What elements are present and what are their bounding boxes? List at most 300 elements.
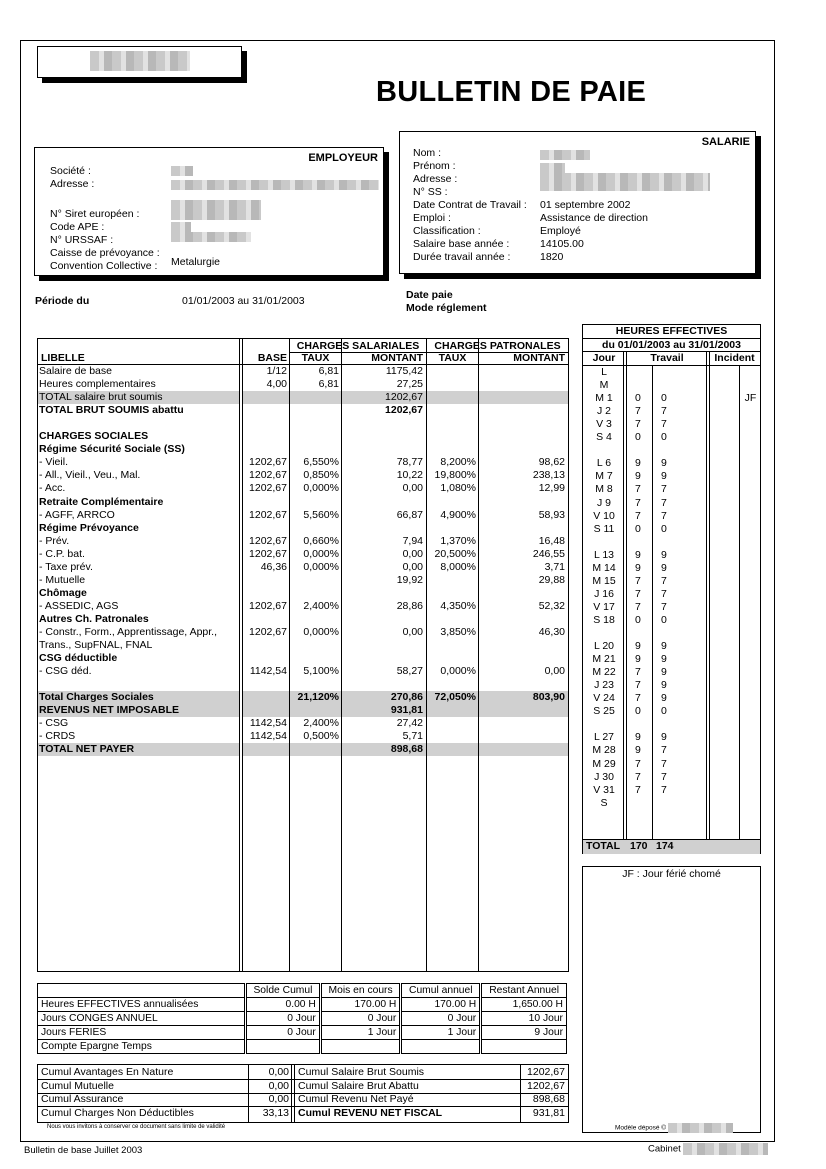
cell-libelle: Heures complementaires [39, 378, 156, 391]
cell-pmontant: 0,00 [544, 665, 565, 678]
cell-pmontant: 803,90 [532, 691, 565, 704]
cumul-row-label: Jours CONGES ANNUEL [38, 1012, 246, 1026]
legend-text: JF : Jour férié chomé [622, 868, 721, 880]
totals-row [38, 1093, 568, 1107]
cell-taux: 0,000% [303, 560, 339, 573]
hours-cell-jour: L 20 [593, 640, 615, 653]
hours-cell-jour: L [601, 366, 607, 378]
cumul-header-blank [38, 984, 246, 998]
totals-cell: 931,81 [532, 1106, 565, 1119]
cumul-cell [481, 1040, 567, 1054]
company-logo-redacted [90, 51, 190, 71]
employee-label: N° SS : [413, 186, 448, 198]
cumul-header-cell: Cumul annuel [401, 984, 481, 998]
hours-cell-jour: S 25 [593, 705, 615, 718]
pay-table-row [38, 600, 568, 613]
cell-libelle: - Mutuelle [39, 573, 86, 586]
cumul-row [38, 1012, 567, 1026]
hours-col-jour: Jour [592, 352, 616, 364]
row-shade [479, 704, 568, 717]
hours-row [583, 653, 760, 666]
hours-row [583, 510, 760, 523]
hours-cell-t2: 9 [661, 679, 667, 692]
hours-cell-t2: 9 [661, 457, 667, 470]
hours-cell-jour: J 16 [594, 587, 614, 600]
employee-value: 1820 [540, 251, 564, 263]
hours-cell-t1: 7 [635, 783, 641, 796]
hours-cell-jour: J 23 [594, 679, 614, 692]
footer-left: Bulletin de base Juillet 2003 [24, 1145, 143, 1156]
pay-table-row [38, 678, 568, 691]
cell-base: 1142,54 [249, 730, 287, 743]
cell-montant: 0,00 [402, 547, 423, 560]
hours-row [583, 718, 760, 731]
cell-libelle: TOTAL NET PAYER [39, 743, 135, 756]
hours-row [583, 771, 760, 784]
hours-row [583, 758, 760, 771]
group-header-patronales: CHARGES PATRONALES [427, 340, 568, 353]
hours-cell-t1: 7 [635, 574, 641, 587]
cell-libelle: - C.P. bat. [39, 547, 85, 560]
hours-total-row [583, 839, 760, 854]
hours-cell-t1: 9 [635, 548, 641, 561]
pay-table-row [38, 535, 568, 548]
cell-taux: 21,120% [297, 691, 339, 704]
employer-label: N° URSSAF : [50, 234, 114, 246]
hours-cell-t2: 0 [661, 613, 667, 626]
totals-cell: Cumul Salaire Brut Abattu [298, 1079, 419, 1092]
row-shade [290, 704, 341, 717]
hours-cell-t2: 9 [661, 653, 667, 666]
cell-base: 1202,67 [249, 547, 287, 560]
hours-cell-t2: 7 [661, 770, 667, 783]
hours-cell-jour: L 27 [593, 731, 615, 744]
pay-table-row [38, 730, 568, 743]
group-header-salariales: CHARGES SALARIALES [290, 340, 426, 353]
cell-libelle: - All., Vieil., Veu., Mal. [39, 469, 141, 482]
employer-heading: EMPLOYEUR [308, 152, 378, 164]
cell-libelle: Régime Prévoyance [39, 521, 139, 534]
cell-ptaux: 4,350% [440, 599, 476, 612]
totals-cell: Cumul Assurance [41, 1093, 124, 1106]
cell-montant: 270,86 [390, 691, 423, 704]
col-header-base: BASE [257, 352, 287, 364]
cell-pmontant: 246,55 [532, 547, 565, 560]
hours-cell-t1: 7 [635, 587, 641, 600]
employer-labels [50, 165, 160, 273]
pay-table-frame [37, 338, 569, 972]
cell-libelle: - CSG déd. [39, 665, 92, 678]
cell-taux: 0,500% [303, 730, 339, 743]
cell-libelle: Régime Sécurité Sociale (SS) [39, 443, 185, 456]
hours-row [583, 601, 760, 614]
cell-libelle: - ASSEDIC, AGS [39, 599, 119, 612]
hours-cell-jour: L 13 [593, 548, 615, 561]
totals-row [38, 1066, 568, 1080]
employer-redacted [171, 166, 193, 176]
hours-row [583, 731, 760, 744]
cell-libelle: - CRDS [39, 730, 76, 743]
hours-cell-t1: 9 [635, 744, 641, 757]
pay-table-row [38, 509, 568, 522]
totals-cell: 0,00 [268, 1079, 289, 1092]
cumul-table-frame [37, 983, 567, 1051]
hours-row [583, 457, 760, 470]
col-header-pmontant: MONTANT [513, 352, 565, 364]
employee-label: Classification : [413, 225, 481, 237]
hours-cell-t2: 7 [661, 744, 667, 757]
pay-table-row [38, 717, 568, 730]
employer-redacted [171, 180, 379, 190]
hours-cell-jour: V 24 [593, 692, 615, 705]
pay-table-row [38, 613, 568, 626]
cell-libelle: Total Charges Sociales [39, 691, 154, 704]
employee-value: 01 septembre 2002 [540, 199, 631, 211]
row-shade [479, 743, 568, 756]
cell-pmontant: 98,62 [538, 456, 565, 469]
hours-cell-t1: 7 [635, 496, 641, 509]
row-shade [243, 743, 289, 756]
pay-table-row [38, 417, 568, 430]
hours-col-incident: Incident [714, 352, 755, 364]
hours-cell-t2: 7 [661, 418, 667, 431]
cell-taux: 0,000% [303, 547, 339, 560]
cumul-row [38, 1040, 567, 1054]
cell-taux: 0,000% [303, 626, 339, 638]
hours-cell-jour: J 30 [594, 770, 614, 783]
cumul-cell: 1,650.00 H [481, 998, 567, 1012]
cell-pmontant: 29,88 [538, 573, 565, 586]
hours-cell-t2: 7 [661, 757, 667, 770]
hours-cell-t1: 9 [635, 731, 641, 744]
hours-cell-t2: 7 [661, 405, 667, 418]
legend-box [582, 866, 761, 1133]
hours-cell-t1: 0 [635, 431, 641, 444]
col-header-ptaux: TAUX [438, 352, 467, 364]
employee-box [399, 131, 756, 274]
totals-cell: 0,00 [268, 1066, 289, 1078]
hours-cell-t2: 0 [661, 392, 667, 405]
cumul-header-row [38, 984, 567, 998]
cell-montant: 898,68 [390, 743, 423, 756]
hours-cell-jour: M 1 [595, 392, 613, 405]
cell-montant: 931,81 [390, 704, 423, 717]
pay-table-row [38, 743, 568, 756]
hours-row [583, 392, 760, 405]
period-label: Période du [35, 295, 90, 307]
hours-cell-t1: 7 [635, 692, 641, 705]
hours-row [583, 627, 760, 640]
pay-table-row [38, 639, 568, 652]
employee-labels [413, 147, 527, 264]
totals-cell: Cumul Revenu Net Payé [298, 1093, 414, 1106]
cell-base: 1202,67 [249, 508, 287, 521]
hours-cell-t2: 0 [661, 705, 667, 718]
pay-table-row [38, 587, 568, 600]
hours-cell-jour: V 31 [593, 783, 615, 796]
row-shade [479, 391, 568, 404]
hours-row [583, 405, 760, 418]
hours-total-t1: 170 [630, 840, 648, 852]
hours-row [583, 640, 760, 653]
cell-base: 1202,67 [249, 469, 287, 482]
hours-cell-jour: M 8 [595, 483, 613, 496]
employer-label: Convention Collective : [50, 260, 158, 272]
hours-cell-jour: M 21 [592, 653, 616, 666]
pay-table-row [38, 469, 568, 482]
hours-cell-jour: S 11 [593, 522, 615, 535]
hours-row [583, 705, 760, 718]
cumul-cell: 170.00 H [401, 998, 481, 1012]
footer-right-redacted [683, 1143, 768, 1155]
hours-cell-t2: 9 [661, 548, 667, 561]
pay-table-row [38, 443, 568, 456]
cell-taux: 6,550% [303, 456, 339, 469]
cell-base: 1202,67 [249, 456, 287, 469]
model-label-text: Modèle déposé © [615, 1124, 667, 1132]
employee-value: Employé [540, 225, 581, 237]
cumul-table [37, 983, 567, 1054]
employer-box [34, 147, 384, 276]
employer-label: Société : [50, 165, 91, 177]
cell-base: 1142,54 [249, 665, 287, 678]
employee-label: Emploi : [413, 212, 451, 224]
cell-taux: 0,660% [303, 534, 339, 547]
pay-table-row [38, 665, 568, 678]
hours-cell-t1: 7 [635, 418, 641, 431]
hours-cell-t1: 7 [635, 405, 641, 418]
cumul-cell: 10 Jour [481, 1012, 567, 1026]
hours-row [583, 483, 760, 496]
cumul-header-cell: Restant Annuel [481, 984, 567, 998]
cell-ptaux: 0,000% [440, 665, 476, 678]
employee-value: 14105.00 [540, 238, 584, 250]
hours-cell-t1: 0 [635, 613, 641, 626]
hours-cell-t2: 9 [661, 666, 667, 679]
cell-libelle: - CSG [39, 717, 69, 730]
hours-cell-t1: 0 [635, 392, 641, 405]
totals-cell: Cumul Charges Non Déductibles [41, 1106, 194, 1119]
cell-ptaux: 1,080% [440, 482, 476, 495]
cell-libelle: Trans., SupFNAL, FNAL [39, 639, 153, 652]
footer-right [648, 1143, 768, 1155]
pay-date-label: Date paie [406, 289, 453, 301]
cell-libelle: - Acc. [39, 482, 66, 495]
cell-taux: 2,400% [303, 717, 339, 730]
footer-right-text: Cabinet [648, 1143, 681, 1155]
hours-title: HEURES EFFECTIVES [615, 325, 728, 337]
totals-row [38, 1107, 568, 1120]
cell-libelle: CSG déductible [39, 652, 118, 665]
hours-cell-t2: 7 [661, 496, 667, 509]
employer-label: Code APE : [50, 221, 105, 233]
cell-ptaux: 8,200% [440, 456, 476, 469]
hours-cell-t2: 7 [661, 574, 667, 587]
hours-row [583, 679, 760, 692]
hours-cell-jour: M 15 [592, 574, 616, 587]
cell-montant: 19,92 [396, 573, 423, 586]
cell-ptaux: 8,000% [440, 560, 476, 573]
hours-cell-jour: J 9 [596, 496, 611, 509]
row-shade [290, 391, 341, 404]
pay-table-row [38, 391, 568, 404]
cell-ptaux: 3,850% [440, 626, 476, 638]
row-shade [290, 743, 341, 756]
hours-cell-jour: M 7 [595, 470, 613, 483]
pay-table-row [38, 404, 568, 417]
cell-montant: 0,00 [402, 560, 423, 573]
hours-cell-t1: 0 [635, 522, 641, 535]
hours-row [583, 588, 760, 601]
hours-cell-t1: 7 [635, 757, 641, 770]
pay-table-row [38, 482, 568, 495]
hours-row [583, 444, 760, 457]
pay-table-row [38, 522, 568, 535]
hours-row [583, 470, 760, 483]
totals-cell: 1202,67 [527, 1079, 565, 1092]
hours-cell-jour: M [599, 379, 609, 392]
hours-cell-t1: 7 [635, 666, 641, 679]
employer-label: Caisse de prévoyance : [50, 247, 160, 259]
hours-row [583, 379, 760, 392]
hours-cell-t2: 9 [661, 692, 667, 705]
cumul-cell: 1 Jour [401, 1026, 481, 1040]
cell-taux: 5,100% [303, 665, 339, 678]
cell-taux: 6,81 [318, 378, 339, 391]
cell-base: 1202,67 [249, 626, 287, 638]
cell-libelle: - Constr., Form., Apprentissage, Appr., [39, 626, 217, 638]
cell-ptaux: 72,050% [434, 691, 476, 704]
hours-cell-jour: J 2 [596, 405, 611, 418]
hours-cell-t2: 7 [661, 600, 667, 613]
hours-cell-t1: 9 [635, 653, 641, 666]
employer-redacted [171, 222, 191, 232]
hours-total-t2: 174 [656, 840, 674, 852]
pay-table-row [38, 704, 568, 717]
totals-cell: Cumul REVENU NET FISCAL [298, 1106, 443, 1119]
pay-table-row [38, 561, 568, 574]
hours-cell-t1: 7 [635, 770, 641, 783]
hours-row [583, 418, 760, 431]
cell-pmontant: 58,93 [538, 508, 565, 521]
cell-montant: 1202,67 [385, 391, 423, 404]
cell-pmontant: 238,13 [532, 469, 565, 482]
hours-row [583, 692, 760, 705]
hours-total-label: TOTAL [586, 840, 621, 852]
hours-cell-t1: 7 [635, 679, 641, 692]
cell-montant: 66,87 [396, 508, 423, 521]
cell-ptaux: 1,370% [440, 534, 476, 547]
hours-cell-t1: 9 [635, 561, 641, 574]
cumul-cell: 9 Jour [481, 1026, 567, 1040]
hours-row [583, 431, 760, 444]
hours-row [583, 744, 760, 757]
hours-period: du 01/01/2003 au 31/01/2003 [583, 338, 760, 351]
cell-libelle: CHARGES SOCIALES [39, 430, 149, 443]
employee-label: Durée travail année : [413, 251, 511, 263]
employee-value: Assistance de direction [540, 212, 648, 224]
cumul-cell: 0 Jour [320, 1012, 401, 1026]
employer-redacted [171, 200, 261, 220]
payment-mode-label: Mode réglement [406, 302, 487, 314]
hours-cell-inc: JF [744, 392, 757, 405]
cumul-row [38, 998, 567, 1012]
model-label [615, 1123, 733, 1133]
cell-montant: 27,42 [396, 717, 423, 730]
cell-pmontant: 12,99 [538, 482, 565, 495]
cell-libelle: REVENUS NET IMPOSABLE [39, 704, 180, 717]
cell-pmontant: 3,71 [544, 560, 565, 573]
cumul-cell: 1 Jour [320, 1026, 401, 1040]
pay-table-row [38, 456, 568, 469]
cell-base: 1202,67 [249, 599, 287, 612]
cell-pmontant: 52,32 [538, 599, 565, 612]
pay-table-row [38, 365, 568, 378]
pay-table-row [38, 430, 568, 443]
hours-row [583, 797, 760, 810]
pay-table-row [38, 652, 568, 665]
totals-cell: Cumul Mutuelle [41, 1079, 114, 1092]
cumul-row [38, 1026, 567, 1040]
cell-taux: 2,400% [303, 599, 339, 612]
hours-cell-jour: V 3 [596, 418, 612, 431]
cumul-cell [320, 1040, 401, 1054]
hours-cell-t2: 7 [661, 483, 667, 496]
hours-cell-jour: S [600, 796, 608, 809]
cell-montant: 28,86 [396, 599, 423, 612]
row-shade [427, 743, 478, 756]
pay-table-row [38, 626, 568, 639]
convention-value: Metalurgie [171, 256, 221, 268]
cumul-cell [246, 1040, 321, 1054]
cell-libelle: - Prév. [39, 534, 70, 547]
hours-cell-jour: V 10 [593, 509, 615, 522]
hours-cell-jour: M 28 [592, 744, 616, 757]
hours-row [583, 549, 760, 562]
cell-libelle: Retraite Complémentaire [39, 495, 164, 508]
pay-table-row [38, 691, 568, 704]
cell-montant: 7,94 [402, 534, 423, 547]
cell-taux: 0,850% [303, 469, 339, 482]
cell-base: 1142,54 [249, 717, 287, 730]
cell-libelle: Salaire de base [39, 365, 112, 377]
hours-cell-t2: 9 [661, 640, 667, 653]
cell-taux: 6,81 [318, 365, 339, 377]
totals-cell: 0,00 [268, 1093, 289, 1106]
hours-row [583, 614, 760, 627]
cell-montant: 1202,67 [385, 404, 423, 417]
cumul-row-label: Compte Epargne Temps [38, 1040, 246, 1054]
hours-row [583, 575, 760, 588]
hours-row [583, 536, 760, 549]
cell-montant: 1175,42 [385, 365, 423, 377]
hours-row [583, 784, 760, 797]
cell-libelle: TOTAL BRUT SOUMIS abattu [39, 404, 184, 417]
period-value: 01/01/2003 au 31/01/2003 [182, 295, 305, 307]
totals-cell: 898,68 [532, 1093, 565, 1106]
cell-libelle: TOTAL salaire brut soumis [39, 391, 163, 404]
row-shade [243, 704, 289, 717]
cell-libelle: - Taxe prév. [39, 560, 93, 573]
hours-cell-jour: L 6 [596, 457, 612, 470]
employee-label: Prénom : [413, 160, 456, 172]
cumul-header-cell: Mois en cours [320, 984, 401, 998]
hours-cell-jour: M 14 [592, 561, 616, 574]
totals-cell: Cumul Avantages En Nature [41, 1066, 174, 1078]
notice: Nous vous invitons à conserver ce document sans limite de validité [47, 1124, 226, 1130]
hours-box [582, 324, 761, 854]
hours-cell-t2: 9 [661, 561, 667, 574]
